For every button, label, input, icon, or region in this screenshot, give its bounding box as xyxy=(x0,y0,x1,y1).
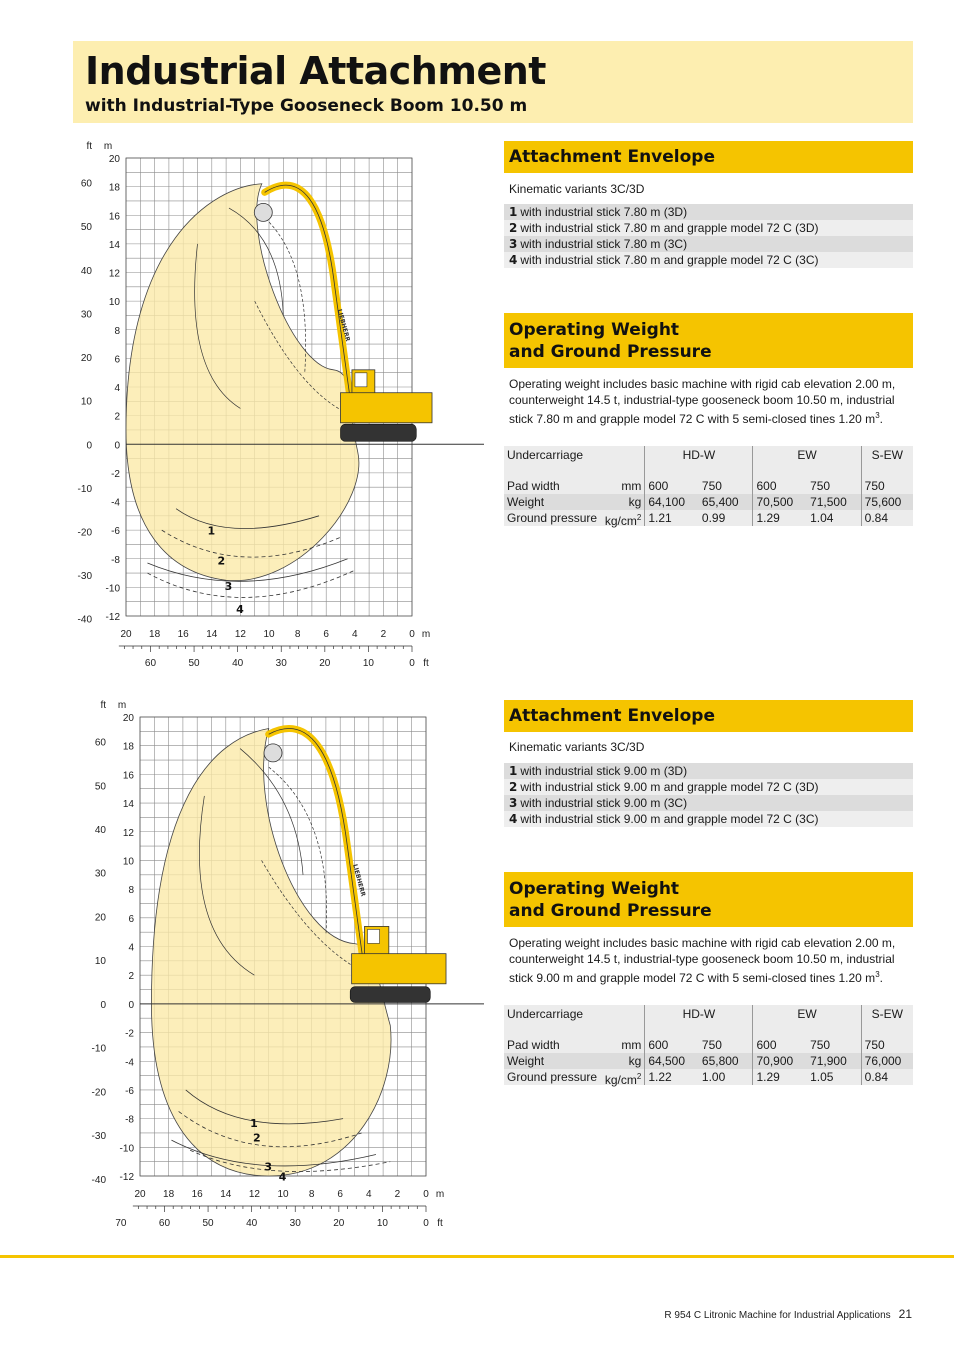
table-cell: 600 xyxy=(645,1037,699,1053)
y-tick-m: 0 xyxy=(128,999,134,1011)
table-group-ew: EW xyxy=(753,1005,861,1037)
y-tick-m: 6 xyxy=(128,913,134,925)
x-tick-m: 14 xyxy=(220,1189,232,1200)
x-tick-m: 0 xyxy=(423,1189,429,1200)
row-unit xyxy=(621,478,641,494)
y-tick-m: -8 xyxy=(111,554,120,566)
variant-item-1 xyxy=(504,763,913,779)
y-tick-m: 6 xyxy=(114,354,120,366)
variant-item-3 xyxy=(504,795,913,811)
x-unit-m: m xyxy=(421,629,431,640)
table-group-sew: S-EW xyxy=(861,446,913,478)
variant-item-1 xyxy=(504,204,913,220)
x-tick-ft: 20 xyxy=(319,658,331,669)
lower-weight-description xyxy=(509,935,909,986)
y-tick-ft: 30 xyxy=(94,868,106,880)
x-unit-m: m xyxy=(435,1189,445,1200)
curve-label-3: 3 xyxy=(224,580,233,594)
y-unit-m: m xyxy=(117,700,127,711)
y-tick-ft: 40 xyxy=(94,824,106,836)
y-tick-m: -8 xyxy=(125,1114,134,1126)
variant-text: with industrial stick 7.80 m (3C) xyxy=(520,237,688,251)
y-tick-m: 2 xyxy=(128,971,134,983)
reach-envelope xyxy=(151,728,391,1176)
y-tick-ft: 20 xyxy=(80,353,92,365)
table-header-undercarriage: Undercarriage xyxy=(504,1005,645,1037)
y-tick-m: 18 xyxy=(122,741,134,753)
row-unit xyxy=(605,510,641,529)
upper-envelope-heading xyxy=(504,141,913,173)
x-tick-ft: 10 xyxy=(376,1218,388,1229)
x-tick-ft: 30 xyxy=(289,1218,301,1229)
table-header-undercarriage: Undercarriage xyxy=(504,446,645,478)
table-cell: 1.00 xyxy=(699,1069,753,1085)
curve-label-1: 1 xyxy=(250,1117,258,1131)
ft-scale xyxy=(119,646,412,652)
variant-item-2 xyxy=(504,220,913,236)
y-tick-ft: 60 xyxy=(94,737,106,749)
upper-description-main: Operating weight includes basic machine with rigid cab elevation 2.00 m, counterweight 14.5 t, industrial-type gooseneck boom 10.50 m, industrial stick 7.80 m and grapple model 72 C with 5 semi-closed tines 1.20 m xyxy=(509,377,896,426)
x-tick-ft: 10 xyxy=(362,658,374,669)
y-tick-m: 14 xyxy=(122,799,134,811)
table-cell: 750 xyxy=(861,478,913,494)
table-cell: 1.29 xyxy=(753,510,807,526)
row-unit-text: mm xyxy=(621,479,642,493)
lower-kinematic-text: Kinematic variants 3C/3D xyxy=(509,740,645,754)
y-tick-m: 8 xyxy=(114,325,120,337)
x-tick-m: 4 xyxy=(366,1189,372,1200)
y-tick-m: -12 xyxy=(105,612,120,623)
variant-number: 1 xyxy=(509,764,518,778)
y-tick-ft: -20 xyxy=(77,527,92,539)
x-tick-m: 2 xyxy=(394,1189,401,1200)
x-tick-m: 4 xyxy=(352,629,358,640)
x-unit-ft: ft xyxy=(423,658,429,669)
y-tick-m: -12 xyxy=(119,1172,134,1183)
row-label-text: Pad width xyxy=(507,479,560,493)
variant-number: 2 xyxy=(509,221,518,235)
y-unit-ft: ft xyxy=(100,700,106,711)
row-label-text: Ground pressure xyxy=(507,511,598,525)
curve-label-2: 2 xyxy=(252,1131,261,1145)
x-tick-m: 18 xyxy=(149,629,161,640)
y-tick-ft: -10 xyxy=(77,483,92,495)
row-unit-text: kg xyxy=(628,1054,642,1068)
x-tick-m: 18 xyxy=(163,1189,175,1200)
y-tick-m: 16 xyxy=(108,211,120,223)
upper-weight-heading xyxy=(504,313,913,368)
footer-text: R 954 C Litronic Machine for Industrial Applications xyxy=(664,1310,891,1321)
variant-number: 1 xyxy=(509,205,518,219)
row-unit-text: mm xyxy=(621,1038,642,1052)
footer-rule xyxy=(0,1255,954,1258)
y-tick-ft: 20 xyxy=(94,912,106,924)
variant-number: 3 xyxy=(509,796,518,810)
cab-window xyxy=(368,929,380,943)
x-tick-ft: 40 xyxy=(246,1218,258,1229)
variant-number: 2 xyxy=(509,780,518,794)
table-group-sew: S-EW xyxy=(861,1005,913,1037)
row-label-text: Weight xyxy=(507,495,545,509)
table-cell: 71,900 xyxy=(807,1053,861,1069)
table-row xyxy=(504,1037,913,1053)
table-cell: 750 xyxy=(861,1037,913,1053)
y-unit-ft: ft xyxy=(86,141,92,152)
table-cell: 600 xyxy=(753,1037,807,1053)
x-tick-m: 2 xyxy=(380,629,387,640)
variant-text: with industrial stick 9.00 m (3D) xyxy=(520,764,688,778)
row-unit xyxy=(629,1053,642,1069)
row-unit-text: kg xyxy=(628,495,642,509)
y-tick-m: 10 xyxy=(122,856,134,868)
row-unit-text: kg/cm xyxy=(604,514,637,528)
page-number: 21 xyxy=(898,1307,912,1321)
machine-logo: LIEBHERR xyxy=(351,863,367,898)
upper-weight-description xyxy=(509,376,909,427)
y-tick-m: -4 xyxy=(111,497,120,509)
x-tick-m: 8 xyxy=(308,1189,315,1200)
y-tick-m: -6 xyxy=(111,526,120,538)
variant-item-4 xyxy=(504,252,913,268)
upper-weight-table xyxy=(504,446,913,526)
page-subtitle: with Industrial-Type Gooseneck Boom 10.50 m xyxy=(85,96,528,116)
y-tick-m: 4 xyxy=(128,942,134,954)
y-tick-ft: 60 xyxy=(80,178,92,190)
row-unit xyxy=(605,1069,641,1088)
lower-envelope-title: Attachment Envelope xyxy=(509,706,715,726)
row-unit xyxy=(629,494,642,510)
table-cell: 1.04 xyxy=(807,510,861,526)
upper-envelope-title: Attachment Envelope xyxy=(509,147,715,167)
table-cell: 0.99 xyxy=(699,510,753,526)
upper-description-sup: 3 xyxy=(875,411,880,420)
x-tick-m: 16 xyxy=(177,629,189,640)
grapple xyxy=(254,203,272,221)
table-cell: 71,500 xyxy=(807,494,861,510)
x-tick-m: 12 xyxy=(234,629,246,640)
table-cell: 1.05 xyxy=(807,1069,861,1085)
grapple xyxy=(264,744,282,762)
y-tick-m: -2 xyxy=(111,468,120,480)
x-tick-ft: 50 xyxy=(202,1218,214,1229)
x-tick-ft: 60 xyxy=(158,1218,171,1229)
table-cell: 600 xyxy=(753,478,807,494)
curve-label-4: 4 xyxy=(278,1170,287,1184)
table-cell: 0.84 xyxy=(861,510,913,526)
y-tick-m: -4 xyxy=(125,1057,134,1069)
x-tick-ft: 30 xyxy=(275,658,287,669)
y-tick-ft: -30 xyxy=(91,1131,106,1143)
table-row-label xyxy=(504,478,645,494)
y-tick-m: 4 xyxy=(114,383,120,394)
variant-number: 3 xyxy=(509,237,518,251)
table-row-label xyxy=(504,494,645,510)
table-cell: 600 xyxy=(645,478,699,494)
table-row xyxy=(504,1069,913,1085)
variant-item-4 xyxy=(504,811,913,827)
y-tick-ft: 50 xyxy=(80,222,92,234)
row-unit-sup: 2 xyxy=(636,1072,642,1081)
ft-scale xyxy=(133,1206,426,1212)
variant-text: with industrial stick 7.80 m (3D) xyxy=(520,205,688,219)
y-tick-m: 10 xyxy=(108,297,120,309)
table-cell: 76,000 xyxy=(861,1053,913,1069)
y-tick-ft: 50 xyxy=(94,781,106,793)
x-tick-ft: 60 xyxy=(144,658,157,669)
table-row-label xyxy=(504,1037,645,1053)
lower-envelope-heading xyxy=(504,700,913,732)
x-tick-m: 8 xyxy=(294,629,301,640)
y-tick-ft: 30 xyxy=(80,309,92,321)
x-unit-ft: ft xyxy=(437,1218,443,1229)
y-tick-ft: 40 xyxy=(80,265,92,277)
upper-carriage xyxy=(352,954,446,984)
row-label-text: Ground pressure xyxy=(507,1070,598,1084)
variant-text: with industrial stick 9.00 m (3C) xyxy=(520,796,688,810)
upper-weight-title-2: and Ground Pressure xyxy=(509,342,712,362)
table-cell: 1.21 xyxy=(645,510,699,526)
curve-label-1: 1 xyxy=(207,524,216,538)
y-tick-m: 12 xyxy=(108,268,120,280)
variant-text: with industrial stick 7.80 m and grapple model 72 C (3D) xyxy=(520,221,819,235)
x-tick-m: 0 xyxy=(409,629,415,640)
curve-label-4: 4 xyxy=(236,603,244,617)
table-cell: 750 xyxy=(807,1037,861,1053)
track-chain xyxy=(350,987,430,1003)
lower-description-end: . xyxy=(879,971,883,985)
row-label-text: Pad width xyxy=(507,1038,560,1052)
variant-text: with industrial stick 7.80 m and grapple model 72 C (3C) xyxy=(520,253,819,267)
x-tick-m: 20 xyxy=(120,629,132,640)
lower-description-sup: 3 xyxy=(875,970,880,979)
upper-kinematic-text: Kinematic variants 3C/3D xyxy=(509,182,645,196)
table-row-label xyxy=(504,1069,645,1085)
envelope-chart-lower xyxy=(0,690,500,1250)
table-cell: 0.84 xyxy=(861,1069,913,1085)
upper-carriage xyxy=(341,393,433,423)
y-tick-ft: -30 xyxy=(77,571,92,583)
x-tick-ft: 70 xyxy=(115,1218,127,1229)
y-unit-m: m xyxy=(103,141,113,152)
x-tick-m: 6 xyxy=(323,629,329,640)
lower-weight-title-1: Operating Weight xyxy=(509,879,680,899)
row-unit-sup: 2 xyxy=(636,513,642,522)
table-row xyxy=(504,478,913,494)
y-tick-ft: 0 xyxy=(100,999,106,1011)
y-tick-ft: 0 xyxy=(86,440,92,452)
variant-number: 4 xyxy=(509,812,518,826)
table-row-label xyxy=(504,510,645,526)
y-tick-m: -6 xyxy=(125,1085,134,1097)
row-label-text: Weight xyxy=(507,1054,545,1068)
track-chain xyxy=(341,424,417,441)
table-cell: 64,100 xyxy=(645,494,699,510)
y-tick-ft: -40 xyxy=(91,1174,106,1186)
envelope-chart-upper xyxy=(0,130,500,690)
y-tick-m: 2 xyxy=(114,411,120,423)
x-tick-m: 6 xyxy=(337,1189,343,1200)
table-cell: 70,900 xyxy=(753,1053,807,1069)
table-cell: 1.22 xyxy=(645,1069,699,1085)
y-tick-m: 0 xyxy=(114,440,120,452)
table-cell: 750 xyxy=(699,1037,753,1053)
y-tick-ft: -10 xyxy=(91,1043,106,1055)
table-cell: 70,500 xyxy=(753,494,807,510)
y-tick-m: -10 xyxy=(119,1143,134,1155)
table-cell: 65,400 xyxy=(699,494,753,510)
table-cell: 64,500 xyxy=(645,1053,699,1069)
variant-item-3 xyxy=(504,236,913,252)
y-tick-m: -2 xyxy=(125,1028,134,1040)
table-cell: 1.29 xyxy=(753,1069,807,1085)
y-tick-ft: 10 xyxy=(94,956,106,968)
y-tick-m: 14 xyxy=(108,239,120,251)
page-title: Industrial Attachment xyxy=(85,49,546,93)
table-group-hdw: HD-W xyxy=(645,1005,753,1037)
upper-description-end: . xyxy=(879,412,883,426)
y-tick-m: 20 xyxy=(122,713,134,724)
curve-label-3: 3 xyxy=(264,1160,273,1174)
upper-weight-title-1: Operating Weight xyxy=(509,320,680,340)
y-tick-ft: 10 xyxy=(80,396,92,408)
table-group-ew: EW xyxy=(753,446,861,478)
x-tick-ft: 0 xyxy=(423,1218,429,1229)
y-tick-m: 12 xyxy=(122,827,134,839)
table-row xyxy=(504,1053,913,1069)
curve-label-2: 2 xyxy=(217,554,226,568)
x-tick-m: 20 xyxy=(134,1189,146,1200)
y-tick-m: -10 xyxy=(105,583,120,595)
y-tick-m: 20 xyxy=(108,154,120,165)
x-tick-ft: 50 xyxy=(188,658,200,669)
x-tick-m: 16 xyxy=(191,1189,203,1200)
table-row xyxy=(504,494,913,510)
cab-window xyxy=(355,373,367,387)
row-unit-text: kg/cm xyxy=(604,1073,637,1087)
lower-weight-table xyxy=(504,1005,913,1085)
row-unit xyxy=(621,1037,641,1053)
y-tick-ft: -20 xyxy=(91,1087,106,1099)
x-tick-ft: 40 xyxy=(232,658,244,669)
variant-text: with industrial stick 9.00 m and grapple model 72 C (3D) xyxy=(520,780,819,794)
x-tick-ft: 20 xyxy=(333,1218,345,1229)
table-cell: 750 xyxy=(699,478,753,494)
variant-text: with industrial stick 9.00 m and grapple model 72 C (3C) xyxy=(520,812,819,826)
variant-item-2 xyxy=(504,779,913,795)
y-tick-m: 16 xyxy=(122,770,134,782)
y-tick-m: 18 xyxy=(108,182,120,194)
lower-description-main: Operating weight includes basic machine with rigid cab elevation 2.00 m, counterweight 14.5 t, industrial-type gooseneck boom 10.50 m, industrial stick 9.00 m and grapple model 72 C with 5 semi-closed tines 1.20 m xyxy=(509,936,896,985)
y-tick-m: 8 xyxy=(128,885,134,897)
x-tick-m: 12 xyxy=(248,1189,260,1200)
x-tick-m: 14 xyxy=(206,629,218,640)
page-header xyxy=(73,41,913,123)
table-row-label xyxy=(504,1053,645,1069)
table-cell: 750 xyxy=(807,478,861,494)
x-tick-m: 10 xyxy=(277,1189,289,1200)
table-group-hdw: HD-W xyxy=(645,446,753,478)
table-row xyxy=(504,510,913,526)
table-cell: 65,800 xyxy=(699,1053,753,1069)
variant-number: 4 xyxy=(509,253,518,267)
table-cell: 75,600 xyxy=(861,494,913,510)
y-tick-ft: -40 xyxy=(77,614,92,626)
machine-logo: LIEBHERR xyxy=(335,308,352,343)
x-tick-ft: 0 xyxy=(409,658,415,669)
lower-weight-title-2: and Ground Pressure xyxy=(509,901,712,921)
x-tick-m: 10 xyxy=(263,629,275,640)
page-footer xyxy=(664,1307,912,1321)
lower-weight-heading xyxy=(504,872,913,927)
